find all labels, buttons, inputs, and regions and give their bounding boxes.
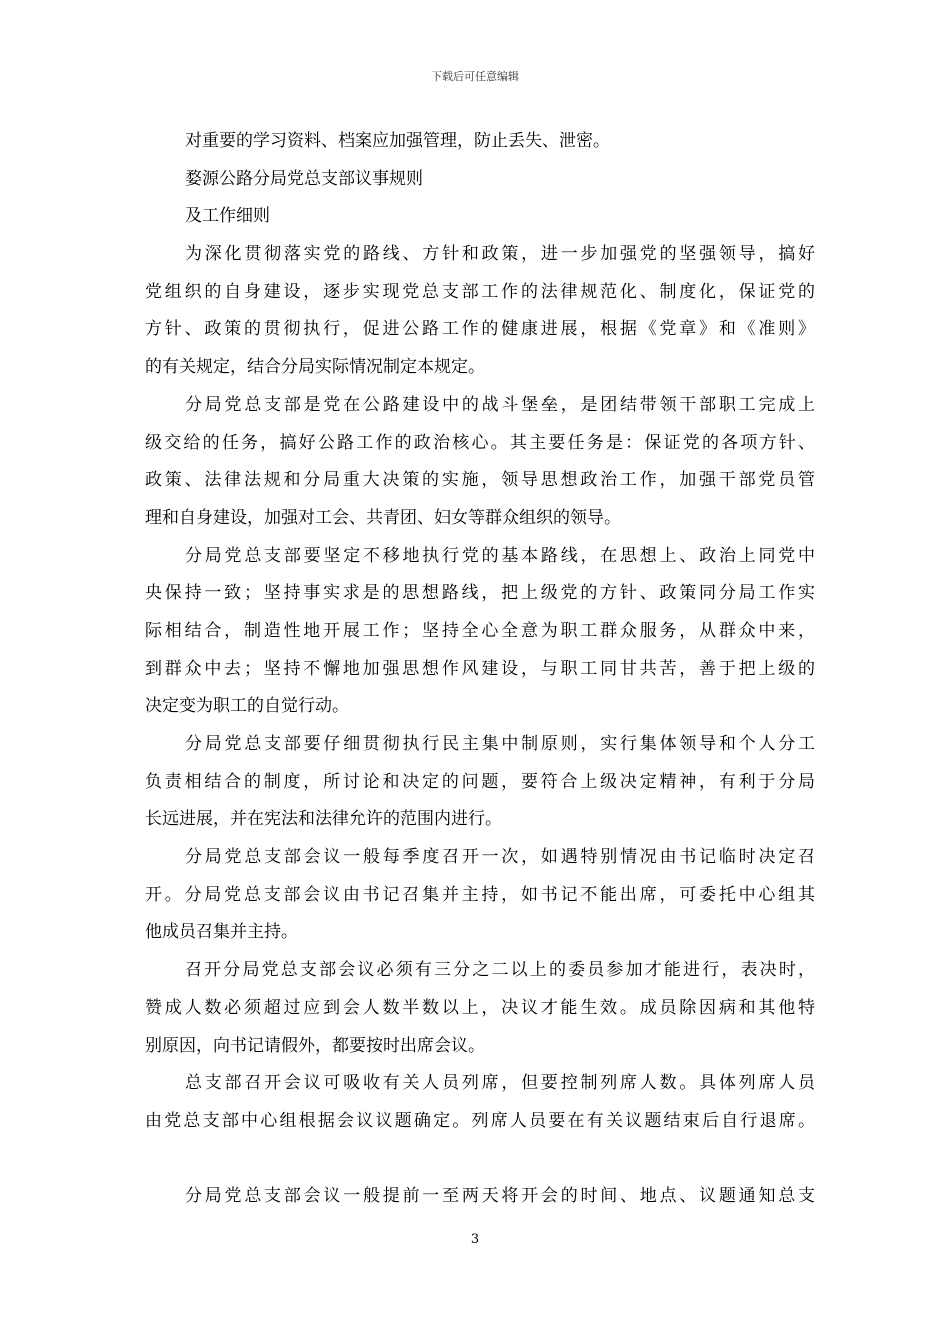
text-line: 为深化贯彻落实党的路线、方针和政策，进一步加强党的坚强领导，搞好 bbox=[185, 244, 815, 265]
text-line: 召开分局党总支部会议必须有三分之二以上的委员参加才能进行，表决时， bbox=[185, 960, 815, 981]
text-line: 分局党总支部是党在公路建设中的战斗堡垒，是团结带领干部职工完成上 bbox=[185, 394, 815, 415]
text-line: 他成员召集并主持。 bbox=[145, 922, 298, 943]
text-line: 由党总支部中心组根据会议议题确定。列席人员要在有关议题结束后自行退席。 bbox=[145, 1110, 815, 1131]
text-line: 际相结合，制造性地开展工作；坚持全心全意为职工群众服务，从群众中来， bbox=[145, 620, 815, 641]
text-line: 赞成人数必须超过应到会人数半数以上，决议才能生效。成员除因病和其他特 bbox=[145, 997, 815, 1018]
page-number: 3 bbox=[470, 1232, 480, 1247]
text-line: 开。分局党总支部会议由书记召集并主持，如书记不能出席，可委托中心组其 bbox=[145, 884, 815, 905]
section-title: 及工作细则 bbox=[185, 206, 270, 227]
text-line: 别原因，向书记请假外，都要按时出席会议。 bbox=[145, 1035, 485, 1056]
text-line: 到群众中去；坚持不懈地加强思想作风建设，与职工同甘共苦，善于把上级的 bbox=[145, 658, 815, 679]
section-title: 婺源公路分局党总支部议事规则 bbox=[185, 168, 423, 189]
text-line: 总支部召开会议可吸收有关人员列席，但要控制列席人数。具体列席人员 bbox=[185, 1073, 815, 1094]
text-line: 长远进展，并在宪法和法律允许的范围内进行。 bbox=[145, 809, 502, 830]
page-header: 下载后可任意编辑 bbox=[431, 70, 519, 83]
text-line: 分局党总支部会议一般提前一至两天将开会的时间、地点、议题通知总支 bbox=[185, 1186, 815, 1207]
text-line: 决定变为职工的自觉行动。 bbox=[145, 696, 349, 717]
text-line: 分局党总支部要坚定不移地执行党的基本路线，在思想上、政治上同党中 bbox=[185, 545, 815, 566]
text-line: 分局党总支部会议一般每季度召开一次，如遇特别情况由书记临时决定召 bbox=[185, 847, 815, 868]
text-line: 对重要的学习资料、档案应加强管理，防止丢失、泄密。 bbox=[185, 131, 610, 151]
text-line: 分局党总支部要仔细贯彻执行民主集中制原则，实行集体领导和个人分工 bbox=[185, 734, 815, 754]
text-line: 级交给的任务，搞好公路工作的政治核心。其主要任务是：保证党的各项方针、 bbox=[145, 432, 815, 453]
text-line: 的有关规定，结合分局实际情况制定本规定。 bbox=[145, 357, 485, 378]
document-body bbox=[145, 123, 815, 1216]
text-line: 负责相结合的制度，所讨论和决定的问题，要符合上级决定精神，有利于分局 bbox=[145, 771, 815, 792]
text-line: 政策、法律法规和分局重大决策的实施，领导思想政治工作，加强干部党员管 bbox=[145, 470, 815, 491]
text-line: 央保持一致；坚持事实求是的思想路线，把上级党的方针、政策同分局工作实 bbox=[145, 583, 815, 604]
text-line: 理和自身建设，加强对工会、共青团、妇女等群众组织的领导。 bbox=[145, 507, 621, 528]
text-line: 党组织的自身建设，逐步实现党总支部工作的法律规范化、制度化，保证党的 bbox=[145, 281, 815, 302]
blank-line bbox=[145, 1141, 815, 1179]
text-line: 方针、政策的贯彻执行，促进公路工作的健康进展，根据《党章》和《准则》 bbox=[145, 319, 815, 340]
